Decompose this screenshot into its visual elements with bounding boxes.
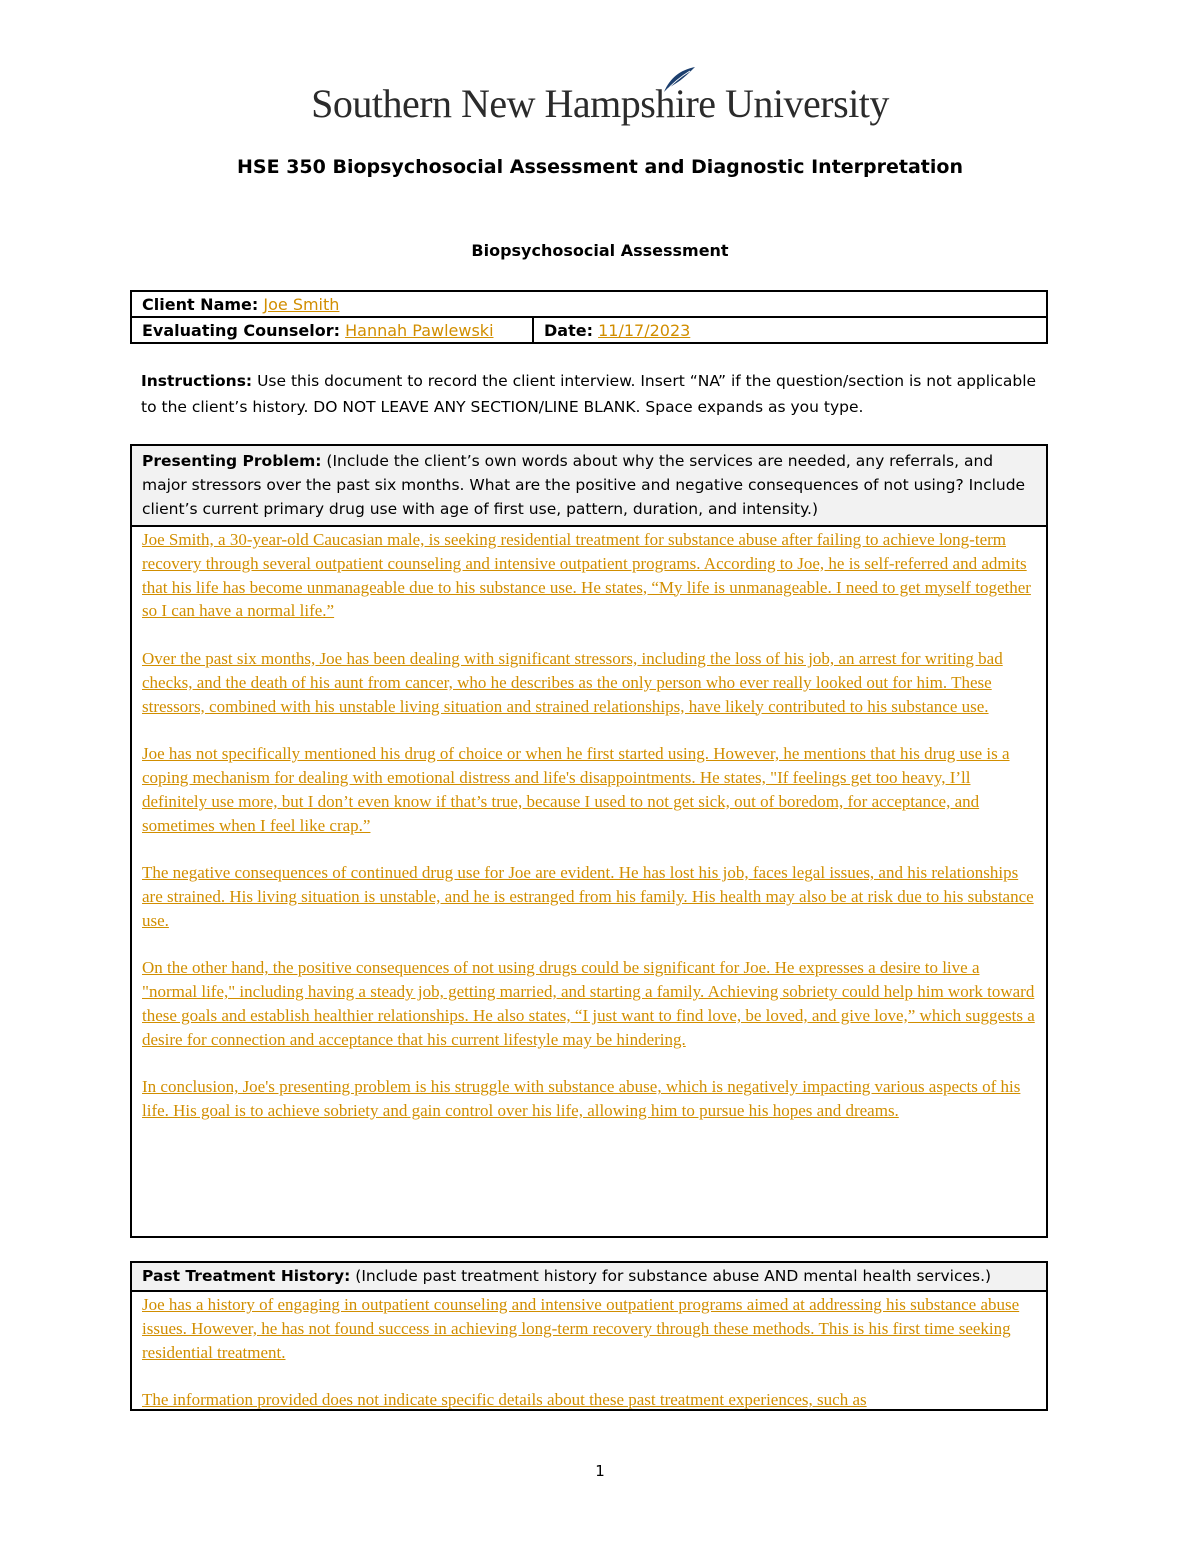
presenting-problem-label: Presenting Problem: xyxy=(142,452,322,470)
past-treatment-response[interactable] xyxy=(132,1292,1046,1411)
presenting-problem-prompt: (Include the client’s own words about why the services are needed, any referrals, and major stressors over the past six months. What are the positive and negative consequences of not using? Include client’s current primary drug use with age of first use, pattern, duration, and intensity.) xyxy=(142,452,1026,518)
document-title: HSE 350 Biopsychosocial Assessment and Diagnostic Interpretation xyxy=(237,156,963,178)
counselor-value: Hannah Pawlewski xyxy=(345,320,494,340)
instructions-label: Instructions: xyxy=(141,372,253,390)
leaf-icon xyxy=(662,66,696,94)
response-paragraph: Joe Smith, a 30-year-old Caucasian male, is seeking residential treatment for substance abuse after failing to achieve long-term recovery through several outpatient counseling and intensive outpatient programs. According to Joe, he is self-referred and admits that his life has become unmanageable due to his substance use. He states, “My life is unmanageable. I need to get myself together so I can have a normal life.” xyxy=(142,530,1031,621)
document-subtitle: Biopsychosocial Assessment xyxy=(471,241,729,260)
presenting-problem-header xyxy=(132,446,1046,527)
response-paragraph: Joe has not specifically mentioned his drug of choice or when he first started using. However, he mentions that his drug use is a coping mechanism for dealing with emotional distress and life's disappointments. He states, "If feelings get too heavy, I’ll definitely use more, but I don’t even know if that’s true, because I used to not get sick, out of boredom, for acceptance, and sometimes when I feel like crap.” xyxy=(142,744,1010,835)
client-info-table xyxy=(130,290,1048,344)
date-cell xyxy=(533,317,1047,343)
date-label: Date: xyxy=(544,320,593,340)
university-wordmark: Southern New Hampshire University xyxy=(311,81,889,126)
presenting-problem-response[interactable] xyxy=(132,527,1046,1123)
response-paragraph: Over the past six months, Joe has been dealing with significant stressors, including the loss of his job, an arrest for writing bad checks, and the death of his aunt from cancer, who he describes as the only person who ever really looked out for him. These stressors, combined with his unstable living situation and strained relationships, have likely contributed to his substance use. xyxy=(142,648,1003,716)
instructions-text: Use this document to record the client interview. Insert “NA” if the question/section is not applicable to the client’s history. DO NOT LEAVE ANY SECTION/LINE BLANK. Space expands as you type. xyxy=(141,372,1037,416)
past-treatment-label: Past Treatment History: xyxy=(142,1267,351,1285)
client-name-cell xyxy=(131,291,1047,317)
response-paragraph: On the other hand, the positive consequences of not using drugs could be significant for Joe. He expresses a desire to live a "normal life," including having a steady job, getting married, and starting a family. Achieving sobriety could help him work toward these goals and establish healthier relationships. He also states, “I just want to find love, be loved, and give love,” which suggests a desire for connection and acceptance that his current lifestyle may be hindering. xyxy=(142,958,1035,1049)
past-treatment-prompt: (Include past treatment history for substance abuse AND mental health services.) xyxy=(350,1267,992,1285)
counselor-cell xyxy=(131,317,533,343)
university-logo xyxy=(0,80,1200,140)
client-name-value: Joe Smith xyxy=(263,294,340,314)
past-treatment-section xyxy=(130,1261,1048,1411)
past-treatment-header xyxy=(132,1263,1046,1292)
client-name-label: Client Name: xyxy=(142,294,259,314)
instructions xyxy=(141,368,1041,420)
date-value: 11/17/2023 xyxy=(598,320,691,340)
response-paragraph: In conclusion, Joe's presenting problem is his struggle with substance abuse, which is negatively impacting various aspects of his life. His goal is to achieve sobriety and gain control over his life, allowing him to pursue his hopes and dreams. xyxy=(142,1077,1021,1121)
response-paragraph: The negative consequences of continued drug use for Joe are evident. He has lost his job, faces legal issues, and his relationships are strained. His living situation is unstable, and he is estranged from his family. His health may also be at risk due to his substance use. xyxy=(142,863,1034,930)
response-paragraph: Joe has a history of engaging in outpatient counseling and intensive outpatient programs aimed at addressing his substance abuse issues. However, he has not found success in achieving long-term recovery through these methods. This is his first time seeking residential treatment. xyxy=(142,1295,1020,1362)
page-number: 1 xyxy=(595,1462,605,1480)
response-paragraph: The information provided does not indicate specific details about these past treatment experiences, such as xyxy=(142,1390,867,1410)
counselor-label: Evaluating Counselor: xyxy=(142,320,341,340)
presenting-problem-section xyxy=(130,444,1048,1238)
